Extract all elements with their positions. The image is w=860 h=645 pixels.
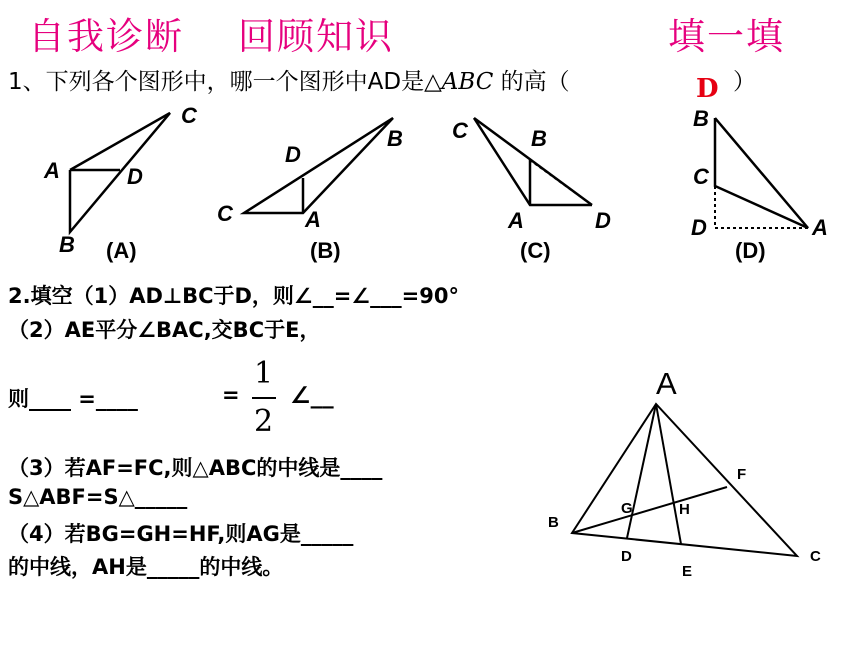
triangle-abc-label: ABC	[441, 69, 494, 95]
fig-b-caption: (B)	[310, 238, 341, 263]
fig-c-caption: (C)	[520, 238, 551, 263]
fraction-numerator: 1	[254, 356, 274, 391]
q2-line-3a: 则____ =____	[8, 387, 138, 411]
fig-b-label-c: C	[217, 201, 233, 226]
fig-a-label-b: B	[59, 232, 75, 257]
tri-label-d: D	[621, 548, 632, 565]
fig-c-label-a: A	[508, 208, 524, 233]
tri-label-b: B	[548, 514, 559, 531]
fig-d-label-c: C	[693, 164, 709, 189]
fig-a-caption: (A)	[106, 238, 137, 263]
title-self-diagnosis: 自我诊断	[28, 15, 184, 58]
q2-line-5: S△ABF=S△_____	[8, 485, 188, 509]
fig-d-caption: (D)	[735, 238, 766, 263]
fig-d-label-d: D	[691, 215, 707, 240]
question-1-close: ）	[733, 69, 756, 95]
fig-d-label-a: A	[812, 215, 828, 240]
tri-label-e: E	[682, 563, 693, 580]
title-fill-in: 填一填	[668, 15, 785, 58]
q2-line-7: 的中线，AH是_____的中线。	[8, 555, 284, 579]
tri-label-c: C	[810, 548, 821, 565]
fig-c-label-c: C	[452, 118, 468, 143]
question-1-answer: D	[696, 74, 719, 104]
title-review-knowledge: 回顾知识	[238, 15, 394, 58]
figure-d	[715, 118, 808, 228]
figure-b	[244, 118, 393, 213]
question-1-suffix: 的高（	[493, 69, 570, 95]
q2-line-1: 2.填空（1）AD⊥BC于D，则∠__=∠___=90°	[8, 284, 459, 308]
tri-label-f: F	[737, 466, 747, 483]
figure-a	[70, 113, 170, 232]
fig-a-label-d: D	[127, 164, 143, 189]
tri-label-g: G	[621, 500, 633, 517]
q2-line-3b: =	[222, 383, 240, 407]
question-1-prefix: 1、下列各个图形中，哪一个图形中AD是△	[8, 69, 442, 95]
q2-line-4: （3）若AF=FC,则△ABC的中线是____	[8, 456, 383, 480]
median-triangle	[572, 404, 797, 556]
tri-label-a: A	[656, 366, 677, 401]
q2-line-2: （2）AE平分∠BAC,交BC于E，	[8, 318, 321, 342]
tri-label-h: H	[679, 501, 690, 518]
fig-c-label-d: D	[595, 208, 611, 233]
q2-line-6: （4）若BG=GH=HF,则AG是_____	[8, 522, 354, 546]
fig-a-label-c: C	[181, 103, 197, 128]
fig-b-label-a: A	[305, 207, 321, 232]
fig-d-label-b: B	[693, 106, 709, 131]
fraction-bar	[252, 397, 276, 399]
fig-b-label-d: D	[285, 142, 301, 167]
fig-a-label-a: A	[44, 158, 60, 183]
fig-b-label-b: B	[387, 126, 403, 151]
fraction-denominator: 2	[254, 404, 274, 439]
fig-c-label-b: B	[531, 126, 547, 151]
q2-line-3c: ∠__	[290, 383, 334, 409]
